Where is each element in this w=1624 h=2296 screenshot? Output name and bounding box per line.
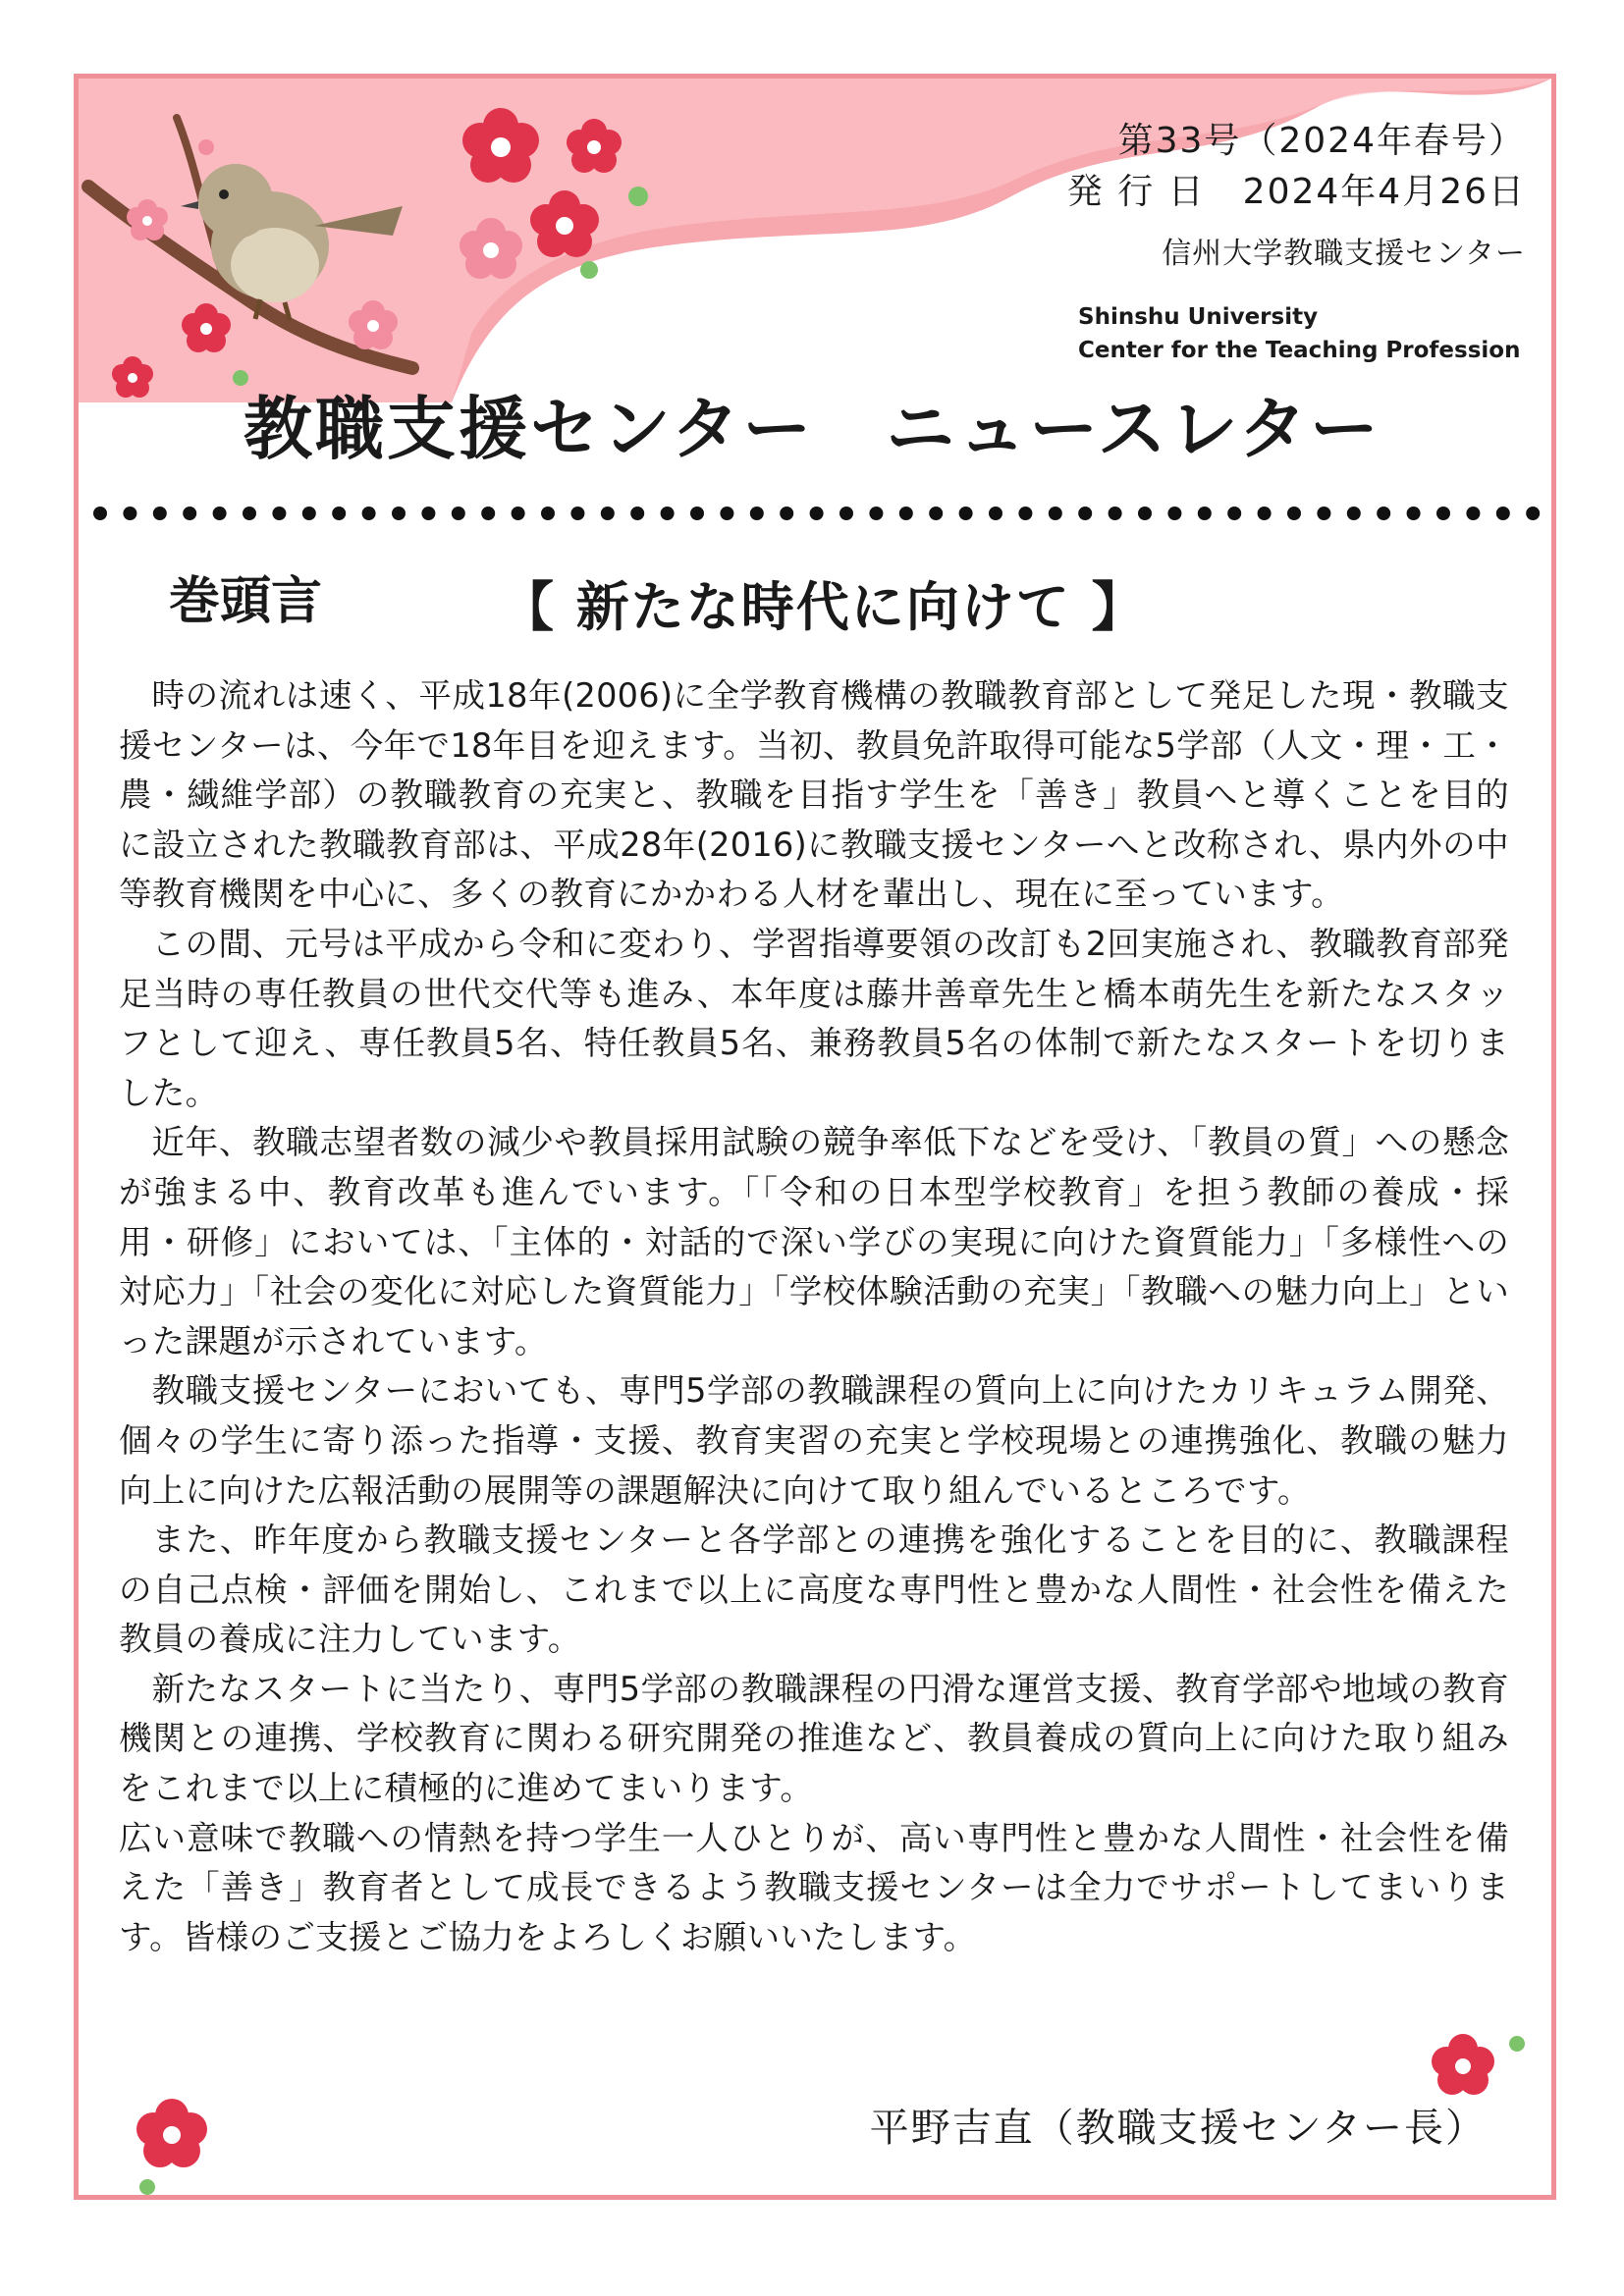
divider-dot xyxy=(123,507,136,520)
divider-dot xyxy=(720,507,733,520)
divider-dot xyxy=(452,507,465,520)
divider-dot xyxy=(1227,507,1241,520)
divider-dot xyxy=(1436,507,1450,520)
publish-date: 発 行 日 2024年4月26日 xyxy=(1066,172,1526,212)
divider-dot xyxy=(421,507,435,520)
divider-dot xyxy=(1167,507,1181,520)
divider-dot xyxy=(183,507,196,520)
issue-number: 第33号（2024年春号） xyxy=(1117,121,1526,161)
author-signature: 平野吉直（教職支援センター長） xyxy=(869,2106,1487,2151)
divider-dot xyxy=(272,507,286,520)
divider-dot xyxy=(1198,507,1212,520)
divider-dot xyxy=(1496,507,1510,520)
divider-dot xyxy=(959,507,973,520)
article-paragraph: 教職支援センターにおいても、専門5学部の教職課程の質向上に向けたカリキュラム開発、個々の学生に寄り添った指導・支援、教育実習の充実と学校現場との連携強化、教職の魅力向上に向けた広報活動の展開等の課題解決に向けて取り組んでいるところです。 xyxy=(119,1371,1509,1510)
divider-dot xyxy=(1466,507,1480,520)
divider-dot xyxy=(899,507,913,520)
divider-dot xyxy=(1018,507,1032,520)
divider-dot xyxy=(570,507,584,520)
divider-dot xyxy=(780,507,793,520)
divider-dot xyxy=(989,507,1002,520)
english-name-line1: Shinshu University xyxy=(1078,304,1319,330)
divider-dot xyxy=(750,507,764,520)
article-paragraph: この間、元号は平成から令和に変わり、学習指導要領の改訂も2回実施され、教職教育部発足当時の専任教員の世代交代等も進み、本年度は藤井善章先生と橋本萌先生を新たなスタッフとして迎え、専任教員5名、特任教員5名、兼務教員5名の体制で新たなスタートを切りました。 xyxy=(119,924,1509,1112)
article-paragraph: また、昨年度から教職支援センターと各学部との連携を強化することを目的に、教職課程の自己点検・評価を開始し、これまで以上に高度な専門性と豊かな人間性・社会性を備えた教員の養成に注力しています。 xyxy=(119,1521,1509,1659)
dotted-divider xyxy=(90,504,1543,523)
divider-dot xyxy=(1287,507,1301,520)
divider-dot xyxy=(1347,507,1361,520)
newsletter-title: 教職支援センター ニュースレター xyxy=(244,389,1381,469)
divider-dot xyxy=(690,507,704,520)
article-paragraph: 時の流れは速く、平成18年(2006)に全学教育機構の教職教育部として発足した現・教職支援センターは、今年で18年目を迎えます。当初、教員免許取得可能な5学部（人文・理・工・農・繊維学部）の教職教育の充実と、教職を目指す学生を「善き」教員へと導くことを目的に設立された教職教育部は、平成28年(2016)に教職支援センターへと改称され、県内外の中等教育機関を中心に、多くの教育にかかわる人材を輩出し、現在に至っています。 xyxy=(119,676,1509,914)
article-paragraph: 広い意味で教職への情熱を持つ学生一人ひとりが、高い専門性と豊かな人間性・社会性を備えた「善き」教育者として成長できるよう教職支援センターは全力でサポートしてまいります。皆様のご支援とご協力をよろしくお願いいたします。 xyxy=(119,1818,1509,1956)
divider-dot xyxy=(1078,507,1092,520)
divider-dot xyxy=(243,507,256,520)
divider-dot xyxy=(1526,507,1540,520)
divider-dot xyxy=(541,507,555,520)
divider-dot xyxy=(392,507,406,520)
divider-dot xyxy=(810,507,824,520)
organization-name: 信州大学教職支援センター xyxy=(1162,237,1526,271)
divider-dot xyxy=(1407,507,1421,520)
plum-blossom-icon xyxy=(1424,2022,1532,2110)
divider-dot xyxy=(213,507,227,520)
divider-dot xyxy=(1317,507,1330,520)
section-label: 巻頭言 xyxy=(169,572,323,631)
article-paragraph: 新たなスタートに当たり、専門5学部の教職課程の円滑な運営支援、教育学部や地域の教育機関との連携、学校教育に関わる研究開発の推進など、教員養成の質向上に向けた取り組みをこれまで以上に積極的に進めてまいります。 xyxy=(119,1669,1509,1808)
plum-blossom-icon xyxy=(128,2091,236,2199)
divider-dot xyxy=(839,507,853,520)
divider-dot xyxy=(1377,507,1390,520)
english-name-line2: Center for the Teaching Profession xyxy=(1078,338,1521,363)
divider-dot xyxy=(601,507,615,520)
divider-dot xyxy=(481,507,495,520)
divider-dot xyxy=(1138,507,1152,520)
divider-dot xyxy=(93,507,107,520)
article-paragraph: 近年、教職志望者数の減少や教員採用試験の競争率低下などを受け、「教員の質」への懸念が強まる中、教育改革も進んでいます。「「令和の日本型学校教育」を担う教師の養成・採用・研修」においては、「主体的・対話的で深い学びの実現に向けた資質能力」「多様性への対応力」「社会の変化に対応した資質能力」「学校体験活動の充実」「教職への魅力向上」といった課題が示されています。 xyxy=(119,1123,1509,1361)
divider-dot xyxy=(661,507,675,520)
divider-dot xyxy=(1049,507,1062,520)
article-body xyxy=(119,671,1509,1962)
divider-dot xyxy=(362,507,376,520)
divider-dot xyxy=(929,507,943,520)
divider-dot xyxy=(1258,507,1272,520)
divider-dot xyxy=(630,507,644,520)
divider-dot xyxy=(1109,507,1122,520)
divider-dot xyxy=(512,507,525,520)
article-headline: 【 新たな時代に向けて 】 xyxy=(501,576,1147,638)
divider-dot xyxy=(332,507,346,520)
english-name xyxy=(1078,300,1520,367)
divider-dot xyxy=(153,507,167,520)
divider-dot xyxy=(869,507,883,520)
issue-info xyxy=(1067,116,1526,277)
divider-dot xyxy=(302,507,316,520)
